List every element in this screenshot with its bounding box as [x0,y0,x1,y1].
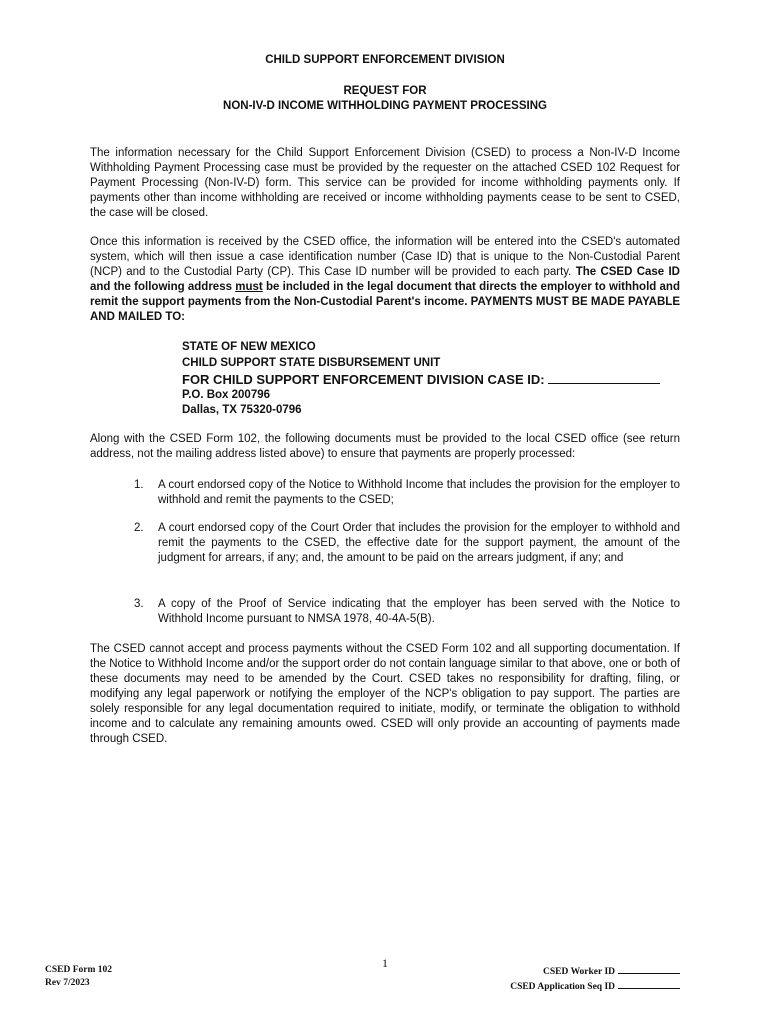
address-line-2: CHILD SUPPORT STATE DISBURSEMENT UNIT [182,356,441,369]
document-item-2 [134,521,680,566]
documents-intro: Along with the CSED Form 102, the following documents must be provided to the local CSED office (see return address, not the mailing address listed above) to ensure that payments are properly processed: [90,433,680,460]
division-title: CHILD SUPPORT ENFORCEMENT DIVISION [265,54,505,66]
case-id-blank[interactable] [548,371,660,384]
address-line-5: Dallas, TX 75320-0796 [182,404,302,416]
case-id-paragraph-bold-start: The CSED Case ID and the following address [90,266,680,293]
address-case-id-line [182,371,692,388]
worker-id-row [510,964,680,979]
document-item-text: A copy of the Proof of Service indicating that the employer has been served with the Notice to Withhold Income pursuant to NMSA 1978, 40-4A-5(B). [158,598,680,625]
page-number: 1 [382,956,388,970]
mailing-address [182,340,692,419]
revision-date: Rev 7/2023 [45,978,90,988]
footer-office-use [510,964,680,994]
closing-paragraph: The CSED cannot accept and process payments without the CSED Form 102 and all supporting documentation. If the Notice to Withhold Income and/or the support order do not contain language similar to that above, one or both of these documents may need to be amended by the Court. CSED takes no responsibility for drafting, filing, or modifying any legal paperwork or notifying the employer of the NCP's obligation to pay support. The parties are solely responsible for any legal documentation required to initiate, modify, or terminate the obligation to withhold income and to calculate any remaining amounts owed. CSED will only provide an accounting of payments made through CSED. [90,643,680,745]
document-item-3 [134,597,680,627]
worker-id-blank[interactable] [618,964,680,974]
document-item-number: 2. [134,522,144,534]
request-for-title: REQUEST FOR [343,85,427,97]
app-seq-id-label: CSED Application Seq ID [510,982,615,992]
address-line-4: P.O. Box 200796 [182,388,271,401]
subject-title: NON-IV-D INCOME WITHHOLDING PAYMENT PROCESSING [223,100,547,112]
case-id-paragraph-plain: Once this information is received by the CSED office, the information will be entered into the CSED's automated system, which will then issue a case identification number (Case ID) that is unique to the Non-Custodial Parent (NCP) and to the Custodial Party (CP). This Case ID number will be provided to each party. [90,236,680,278]
document-item-number: 3. [134,598,144,610]
case-id-paragraph [90,235,680,325]
worker-id-label: CSED Worker ID [543,967,615,977]
document-item-1 [134,478,680,508]
app-seq-id-row [510,979,680,994]
app-seq-id-blank[interactable] [618,979,680,989]
form-number: CSED Form 102 [45,965,113,975]
document-item-number: 1. [134,479,144,491]
address-line-1: STATE OF NEW MEXICO [182,341,316,353]
document-item-text: A court endorsed copy of the Notice to Withhold Income that includes the provision for the employer to withhold and remit the payments to the CSED; [158,479,680,506]
case-id-paragraph-bold-end: be included in the legal document that directs the employer to withhold and remit the support payments from the Non-Custodial Parent's income. PAYMENTS MUST BE MADE PAYABLE AND MAILED TO: [90,281,680,323]
address-line-3: FOR CHILD SUPPORT ENFORCEMENT DIVISION CASE ID: [182,372,545,387]
must-emphasis: must [235,281,263,293]
document-item-text: A court endorsed copy of the Court Order that includes the provision for the employer to withhold and remit the payments to the CSED, the effective date for the support payment, the amount of the judgment for arrears, if any; and, the amount to be paid on the arrears judgment, if any; and [158,522,680,564]
intro-paragraph: The information necessary for the Child Support Enforcement Division (CSED) to process a Non-IV-D Income Withholding Payment Processing case must be provided by the requester on the attached CSED 102 Request for Payment Processing (Non-IV-D) form. This service can be provided for income withholding payments only. If payments other than income withholding are received or income withholding payments cease to be sent to CSED, the case will be closed. [90,147,680,219]
